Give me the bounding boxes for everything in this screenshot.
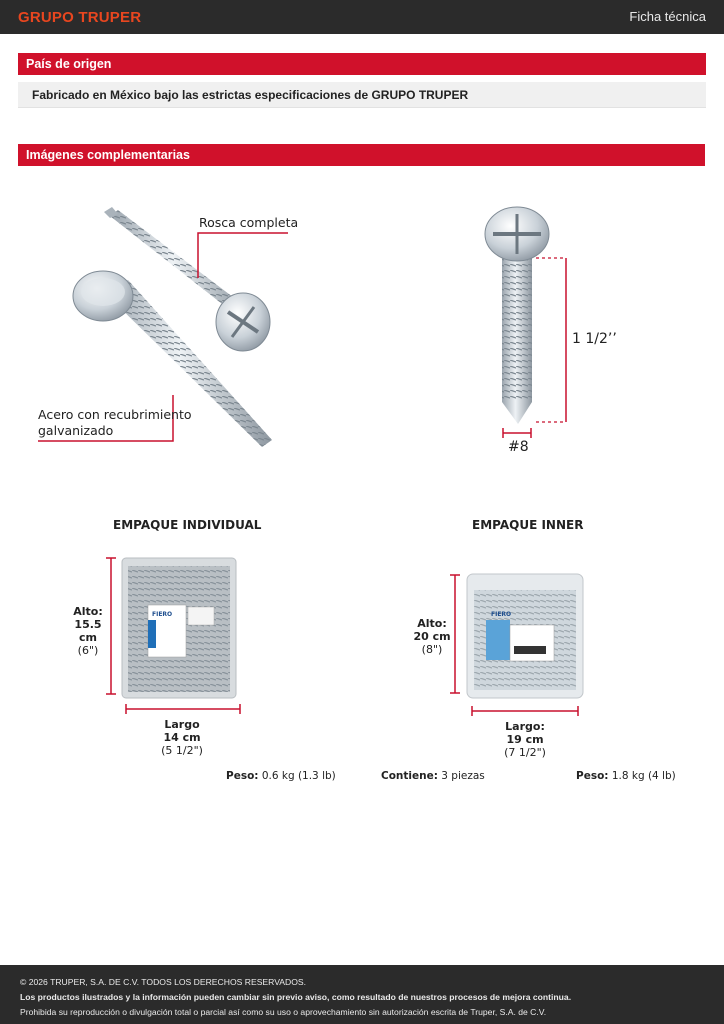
footer-disclaimer: Los productos ilustrados y la información pueden cambiar sin previo aviso, como resultado de nuestros procesos de mejora continua. (20, 992, 572, 1002)
individual-weight-value: 0.6 kg (1.3 lb) (261, 770, 336, 782)
inner-contains-label: Contiene: (381, 770, 438, 782)
length-label: 1 1/2’’ (572, 331, 617, 347)
footer (0, 965, 724, 1024)
individual-height-label: Alto: (73, 605, 103, 618)
screw-vertical-icon (485, 207, 549, 424)
inner-contains-value: 3 piezas (441, 770, 485, 782)
individual-height-metric: 15.5 cm (74, 618, 102, 644)
individual-height-imperial: (6") (77, 644, 99, 657)
individual-weight-label: Peso: (226, 770, 259, 782)
inner-height-label: Alto: (417, 617, 447, 630)
individual-weight (226, 770, 336, 782)
inner-length-imperial: (7 1/2") (504, 746, 546, 759)
individual-length-imperial: (5 1/2") (161, 744, 203, 757)
thread-callout-line (198, 233, 288, 278)
thread-callout: Rosca completa (199, 215, 299, 230)
origin-text: Fabricado en México bajo las estrictas especificaciones de GRUPO TRUPER (18, 82, 706, 108)
inner-weight (576, 770, 676, 782)
inner-heading: EMPAQUE INNER (472, 518, 584, 532)
origin-section-title: País de origen (18, 53, 706, 75)
footer-prohibition: Prohibida su reproducción o divulgación total o parcial así como su uso o aprovechamiento sin autorización escrita de Truper, S.A. de C.V. (20, 1007, 547, 1017)
footer-copyright: © 2026 TRUPER, S.A. DE C.V. TODOS LOS DERECHOS RESERVADOS. (20, 977, 307, 987)
individual-length-label: Largo (164, 718, 200, 731)
material-callout-line2: galvanizado (38, 423, 114, 438)
inner-length-metric: 19 cm (506, 733, 544, 746)
document-type: Ficha técnica (629, 9, 706, 24)
truper-logo: GRUPO TRUPER (18, 9, 142, 26)
material-callout-line1: Acero con recubrimiento (38, 407, 192, 422)
individual-length (150, 718, 214, 757)
inner-weight-value: 1.8 kg (4 lb) (611, 770, 676, 782)
inner-contains (381, 770, 485, 782)
inner-package-icon (467, 574, 583, 698)
inner-height-imperial: (8") (421, 643, 443, 656)
images-section-title: Imágenes complementarias (18, 144, 705, 166)
inner-length (493, 720, 557, 759)
inner-height (412, 617, 452, 656)
individual-height (64, 605, 112, 657)
individual-length-metric: 14 cm (163, 731, 201, 744)
individual-package-icon (122, 558, 236, 698)
gauge-label: #8 (508, 439, 529, 455)
individual-heading: EMPAQUE INDIVIDUAL (113, 518, 262, 532)
inner-bag-brand: FIERO (491, 611, 512, 618)
individual-bag-brand: FIERO (152, 611, 173, 618)
inner-length-label: Largo: (505, 720, 545, 733)
inner-height-metric: 20 cm (413, 630, 451, 643)
inner-weight-label: Peso: (576, 770, 609, 782)
